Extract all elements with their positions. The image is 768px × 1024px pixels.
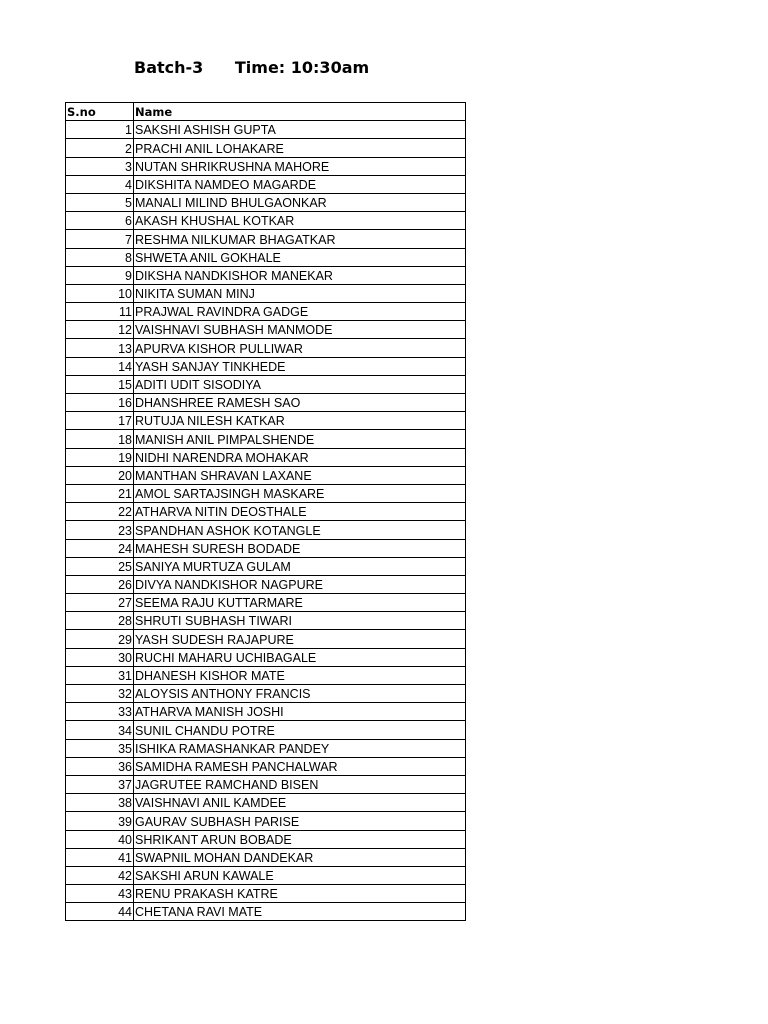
row-serial-number: 19: [66, 448, 134, 466]
row-serial-number: 34: [66, 721, 134, 739]
table-row: [66, 866, 466, 884]
row-student-name: MANTHAN SHRAVAN LAXANE: [134, 466, 466, 484]
table-row: [66, 612, 466, 630]
row-serial-number: 38: [66, 794, 134, 812]
row-serial-number: 14: [66, 357, 134, 375]
time-label: Time: 10:30am: [234, 58, 370, 77]
row-student-name: SAKSHI ARUN KAWALE: [134, 866, 466, 884]
row-serial-number: 41: [66, 848, 134, 866]
row-serial-number: 30: [66, 648, 134, 666]
row-serial-number: 12: [66, 321, 134, 339]
row-serial-number: 8: [66, 248, 134, 266]
row-student-name: ISHIKA RAMASHANKAR PANDEY: [134, 739, 466, 757]
table-row: [66, 193, 466, 211]
table-header-row: [66, 103, 466, 121]
row-serial-number: 31: [66, 666, 134, 684]
table-row: [66, 230, 466, 248]
table-row: [66, 721, 466, 739]
row-serial-number: 6: [66, 212, 134, 230]
row-student-name: APURVA KISHOR PULLIWAR: [134, 339, 466, 357]
row-student-name: AMOL SARTAJSINGH MASKARE: [134, 484, 466, 502]
table-row: [66, 157, 466, 175]
page-heading: [134, 58, 369, 77]
row-serial-number: 28: [66, 612, 134, 630]
row-student-name: DIVYA NANDKISHOR NAGPURE: [134, 575, 466, 593]
row-student-name: MAHESH SURESH BODADE: [134, 539, 466, 557]
table-row: [66, 466, 466, 484]
column-header-name: Name: [134, 103, 466, 121]
table-row: [66, 121, 466, 139]
table-row: [66, 357, 466, 375]
row-student-name: VAISHNAVI SUBHASH MANMODE: [134, 321, 466, 339]
row-student-name: SWAPNIL MOHAN DANDEKAR: [134, 848, 466, 866]
row-serial-number: 13: [66, 339, 134, 357]
row-serial-number: 16: [66, 394, 134, 412]
table-row: [66, 848, 466, 866]
table-row: [66, 575, 466, 593]
row-serial-number: 21: [66, 484, 134, 502]
row-student-name: RUCHI MAHARU UCHIBAGALE: [134, 648, 466, 666]
row-serial-number: 4: [66, 175, 134, 193]
row-student-name: VAISHNAVI ANIL KAMDEE: [134, 794, 466, 812]
row-serial-number: 22: [66, 503, 134, 521]
table-row: [66, 212, 466, 230]
row-student-name: DHANESH KISHOR MATE: [134, 666, 466, 684]
student-table: [65, 102, 466, 921]
column-header-sno: S.no: [66, 103, 134, 121]
row-student-name: RESHMA NILKUMAR BHAGATKAR: [134, 230, 466, 248]
row-serial-number: 24: [66, 539, 134, 557]
row-serial-number: 39: [66, 812, 134, 830]
row-student-name: PRAJWAL RAVINDRA GADGE: [134, 303, 466, 321]
row-serial-number: 18: [66, 430, 134, 448]
table-row: [66, 375, 466, 393]
table-row: [66, 648, 466, 666]
row-student-name: GAURAV SUBHASH PARISE: [134, 812, 466, 830]
batch-label: Batch-3: [134, 58, 204, 77]
row-student-name: SEEMA RAJU KUTTARMARE: [134, 594, 466, 612]
row-student-name: AKASH KHUSHAL KOTKAR: [134, 212, 466, 230]
row-serial-number: 15: [66, 375, 134, 393]
row-serial-number: 29: [66, 630, 134, 648]
table-row: [66, 448, 466, 466]
table-row: [66, 903, 466, 921]
row-student-name: SUNIL CHANDU POTRE: [134, 721, 466, 739]
row-serial-number: 5: [66, 193, 134, 211]
table-row: [66, 594, 466, 612]
row-student-name: SAKSHI ASHISH GUPTA: [134, 121, 466, 139]
row-serial-number: 11: [66, 303, 134, 321]
table-row: [66, 630, 466, 648]
table-row: [66, 666, 466, 684]
table-row: [66, 303, 466, 321]
row-student-name: RUTUJA NILESH KATKAR: [134, 412, 466, 430]
row-serial-number: 33: [66, 703, 134, 721]
table-row: [66, 885, 466, 903]
table-row: [66, 812, 466, 830]
row-serial-number: 40: [66, 830, 134, 848]
row-student-name: DIKSHA NANDKISHOR MANEKAR: [134, 266, 466, 284]
row-serial-number: 37: [66, 775, 134, 793]
table-row: [66, 484, 466, 502]
row-serial-number: 7: [66, 230, 134, 248]
row-serial-number: 20: [66, 466, 134, 484]
table-row: [66, 703, 466, 721]
table-row: [66, 266, 466, 284]
row-student-name: SANIYA MURTUZA GULAM: [134, 557, 466, 575]
table-row: [66, 521, 466, 539]
table-row: [66, 339, 466, 357]
row-student-name: SHRIKANT ARUN BOBADE: [134, 830, 466, 848]
row-serial-number: 17: [66, 412, 134, 430]
table-row: [66, 757, 466, 775]
row-student-name: ADITI UDIT SISODIYA: [134, 375, 466, 393]
table-row: [66, 412, 466, 430]
row-serial-number: 43: [66, 885, 134, 903]
row-student-name: SHWETA ANIL GOKHALE: [134, 248, 466, 266]
row-student-name: NIKITA SUMAN MINJ: [134, 284, 466, 302]
table-row: [66, 503, 466, 521]
row-student-name: RENU PRAKASH KATRE: [134, 885, 466, 903]
table-row: [66, 775, 466, 793]
row-student-name: NUTAN SHRIKRUSHNA MAHORE: [134, 157, 466, 175]
row-student-name: SAMIDHA RAMESH PANCHALWAR: [134, 757, 466, 775]
row-student-name: ALOYSIS ANTHONY FRANCIS: [134, 685, 466, 703]
row-serial-number: 44: [66, 903, 134, 921]
row-student-name: JAGRUTEE RAMCHAND BISEN: [134, 775, 466, 793]
row-student-name: SHRUTI SUBHASH TIWARI: [134, 612, 466, 630]
row-serial-number: 10: [66, 284, 134, 302]
row-serial-number: 25: [66, 557, 134, 575]
table-row: [66, 394, 466, 412]
table-row: [66, 175, 466, 193]
row-student-name: SPANDHAN ASHOK KOTANGLE: [134, 521, 466, 539]
table-row: [66, 321, 466, 339]
table-row: [66, 557, 466, 575]
row-student-name: DHANSHREE RAMESH SAO: [134, 394, 466, 412]
row-student-name: YASH SANJAY TINKHEDE: [134, 357, 466, 375]
row-serial-number: 23: [66, 521, 134, 539]
table-row: [66, 284, 466, 302]
table-row: [66, 794, 466, 812]
table-row: [66, 830, 466, 848]
row-serial-number: 2: [66, 139, 134, 157]
table-row: [66, 739, 466, 757]
row-serial-number: 1: [66, 121, 134, 139]
row-serial-number: 26: [66, 575, 134, 593]
row-serial-number: 27: [66, 594, 134, 612]
table-row: [66, 139, 466, 157]
row-student-name: ATHARVA NITIN DEOSTHALE: [134, 503, 466, 521]
table-row: [66, 685, 466, 703]
row-student-name: ATHARVA MANISH JOSHI: [134, 703, 466, 721]
table-row: [66, 430, 466, 448]
row-serial-number: 35: [66, 739, 134, 757]
row-serial-number: 9: [66, 266, 134, 284]
table-row: [66, 539, 466, 557]
row-serial-number: 36: [66, 757, 134, 775]
table-body: [66, 121, 466, 921]
row-student-name: NIDHI NARENDRA MOHAKAR: [134, 448, 466, 466]
row-student-name: DIKSHITA NAMDEO MAGARDE: [134, 175, 466, 193]
row-serial-number: 42: [66, 866, 134, 884]
row-student-name: MANISH ANIL PIMPALSHENDE: [134, 430, 466, 448]
row-serial-number: 32: [66, 685, 134, 703]
row-student-name: MANALI MILIND BHULGAONKAR: [134, 193, 466, 211]
row-student-name: PRACHI ANIL LOHAKARE: [134, 139, 466, 157]
row-student-name: YASH SUDESH RAJAPURE: [134, 630, 466, 648]
table-row: [66, 248, 466, 266]
row-student-name: CHETANA RAVI MATE: [134, 903, 466, 921]
row-serial-number: 3: [66, 157, 134, 175]
